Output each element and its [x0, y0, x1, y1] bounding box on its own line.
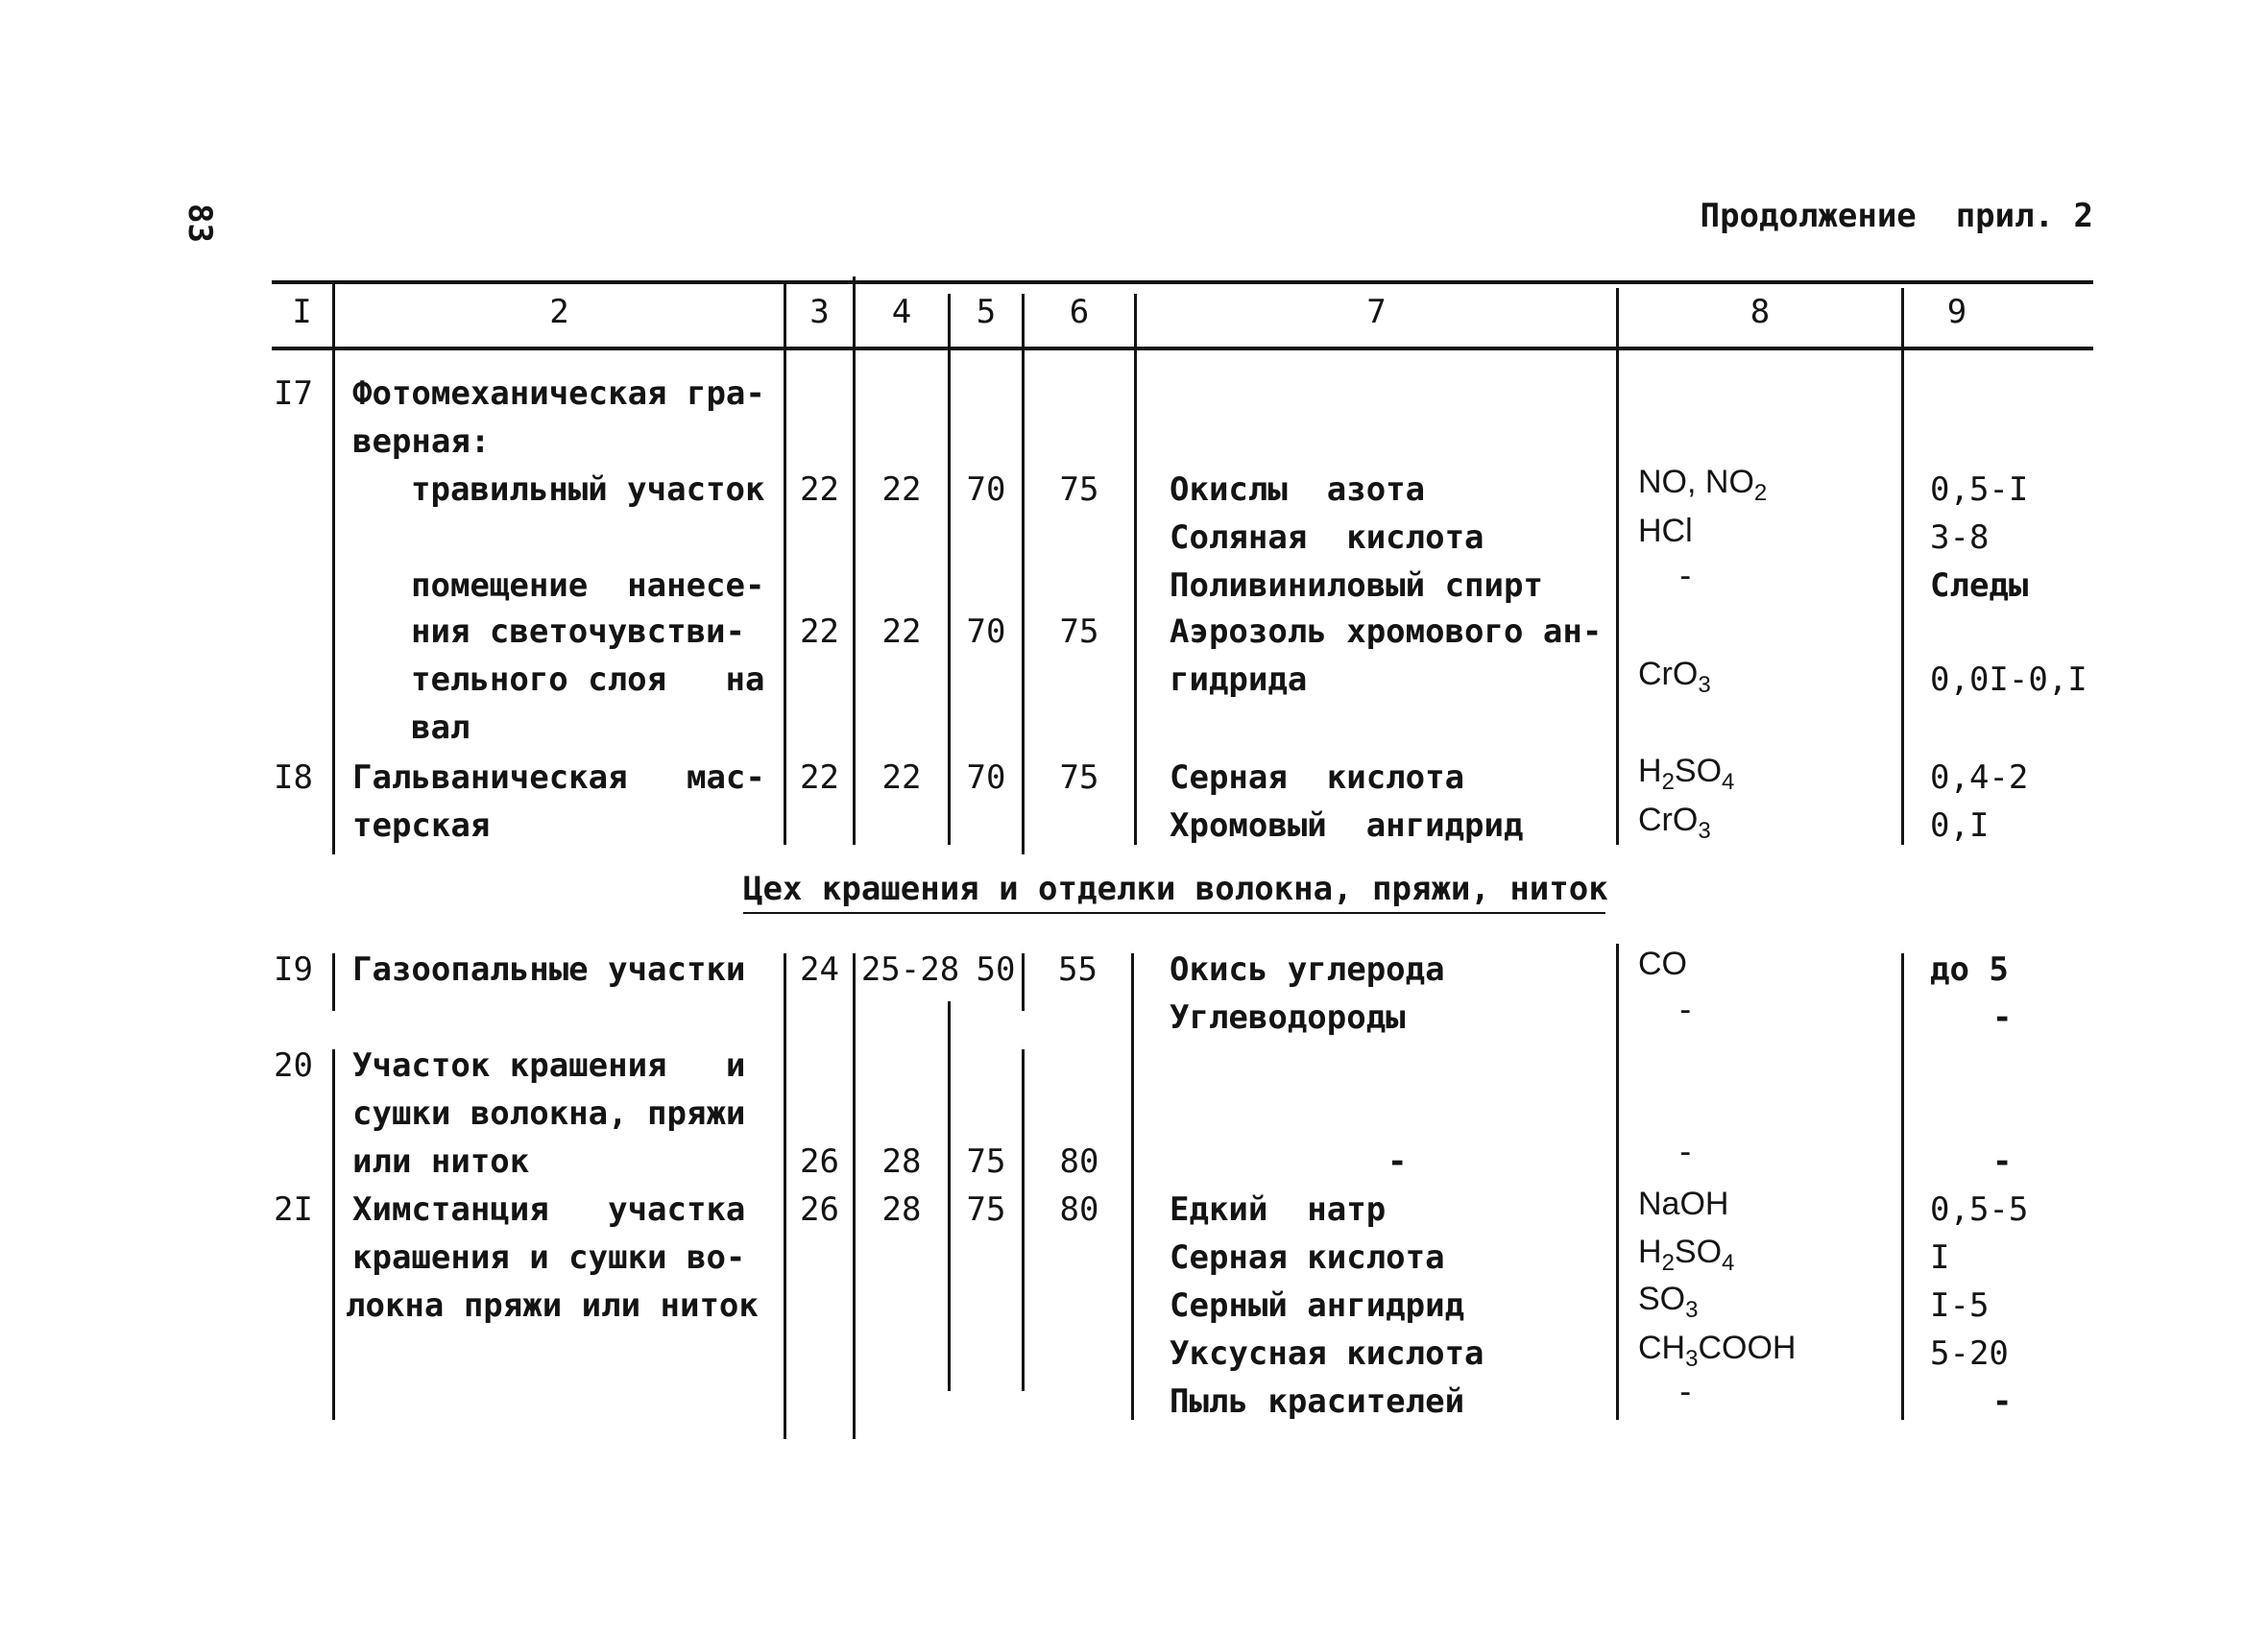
header-col-8: 8: [1749, 293, 1771, 331]
row-21-value-1: 0,5-5: [1930, 1190, 2029, 1229]
formula-subscript: 3: [1685, 1297, 1699, 1323]
formula-subscript: 3: [1698, 818, 1711, 844]
formula-subscript: 4: [1722, 769, 1735, 795]
row-18-subst-1: Серная кислота: [1170, 758, 1465, 797]
row-17-c5: 70: [966, 470, 1006, 509]
formula-subscript: 2: [1661, 769, 1675, 795]
row-17-sub-2-line-1: помещение нанесе-: [411, 566, 765, 605]
row-17-name-2: верная:: [352, 422, 491, 461]
row-19-c4: 25-28: [860, 950, 960, 989]
body-col-line: [1131, 953, 1134, 1420]
row-21-subst-2: Серная кислота: [1170, 1238, 1445, 1277]
row-17-c4b: 22: [881, 612, 922, 651]
row-20-name-2: сушки волокна, пряжи: [352, 1094, 746, 1133]
row-21-name-1: Химстанция участка: [352, 1190, 746, 1229]
row-21-name-2: крашения и сушки во-: [352, 1238, 746, 1277]
row-17-sub-2-line-3: тельного слоя на: [411, 660, 765, 699]
body-col-line: [1901, 349, 1904, 845]
formula-subscript: 3: [1685, 1346, 1699, 1372]
row-17-sub-2-line-2: ния светочувстви-: [411, 612, 745, 651]
row-17-formula-2: HCl: [1638, 513, 1693, 549]
row-21-subst-3: Серный ангидрид: [1170, 1286, 1465, 1325]
body-col-line: [332, 1049, 335, 1420]
row-18-c3: 22: [800, 758, 839, 797]
row-20-c5: 75: [966, 1142, 1006, 1181]
row-17-subst-2: Соляная кислота: [1170, 518, 1484, 557]
row-18-name-2: терская: [352, 806, 491, 845]
body-col-line: [1134, 349, 1137, 845]
row-17-c3: 22: [800, 470, 839, 509]
row-20-value: -: [1992, 1142, 2013, 1181]
section-title: Цех крашения и отделки волокна, пряжи, ниток: [743, 870, 1608, 908]
formula-text: H: [1638, 1234, 1662, 1270]
row-17-value-4: 0,0I-0,I: [1930, 660, 2087, 699]
row-19-c3: 24: [800, 950, 839, 989]
row-20-c3: 26: [800, 1142, 839, 1181]
row-21-formula-5: -: [1676, 1373, 1696, 1411]
row-21-subst-1: Едкий натр: [1170, 1190, 1387, 1229]
row-17-formula-3: -: [1676, 557, 1696, 595]
row-18-subst-2: Хромовый ангидрид: [1170, 806, 1524, 845]
row-17-c6b: 75: [1059, 612, 1099, 651]
row-21-c6: 80: [1059, 1190, 1099, 1229]
row-17-value-3: Следы: [1930, 566, 2029, 605]
body-col-line: [1901, 953, 1904, 1420]
row-19-formula-1: CO: [1638, 946, 1687, 982]
row-17-c5b: 70: [966, 612, 1006, 651]
row-17-value-1: 0,5-I: [1930, 470, 2029, 509]
header-col-6: 6: [1069, 293, 1090, 331]
row-17-subst-4a: Аэрозоль хромового ан-: [1170, 612, 1603, 651]
formula-text: NO, NO: [1638, 464, 1754, 500]
table-top-rule: [272, 280, 2093, 284]
row-21-formula-2: [1638, 1233, 1734, 1275]
row-21-value-2: I: [1930, 1238, 1950, 1277]
row-19-formula-2: -: [1676, 991, 1696, 1029]
header-bottom-rule: [272, 347, 2093, 350]
row-17-formula-1: [1638, 463, 1767, 505]
formula-text: CH: [1638, 1330, 1686, 1366]
row-19-subst-1: Окись углерода: [1170, 950, 1445, 989]
row-18-c6: 75: [1059, 758, 1099, 797]
row-18-c4: 22: [881, 758, 922, 797]
body-col-line: [1616, 349, 1619, 845]
row-17-c3b: 22: [800, 612, 839, 651]
formula-subscript: 2: [1753, 480, 1768, 506]
row-21-formula-1: NaOH: [1638, 1186, 1729, 1222]
body-col-line: [1616, 944, 1619, 1420]
header-col-7: 7: [1366, 293, 1387, 331]
row-18-c5: 70: [966, 758, 1006, 797]
row-17-subst-1: Окислы азота: [1170, 470, 1426, 509]
row-21-c3: 26: [800, 1190, 839, 1229]
row-20-formula: -: [1676, 1133, 1696, 1171]
row-17-c4: 22: [881, 470, 922, 509]
row-17-subst-4b: гидрида: [1170, 660, 1308, 699]
header-col-1: I: [292, 293, 312, 331]
row-17-number: I7: [274, 374, 313, 413]
row-20-c6: 80: [1059, 1142, 1099, 1181]
formula-text: H: [1638, 753, 1662, 789]
formula-text: COOH: [1698, 1330, 1797, 1366]
row-20-name-1: Участок крашения и: [352, 1046, 746, 1085]
row-19-c6: 55: [1058, 950, 1098, 989]
row-18-value-1: 0,4-2: [1930, 758, 2029, 797]
page-number: 83: [181, 204, 219, 243]
body-col-line: [332, 349, 335, 854]
formula-subscript: 4: [1722, 1250, 1735, 1276]
formula-subscript: 2: [1661, 1250, 1675, 1276]
row-21-c4: 28: [881, 1190, 922, 1229]
row-17-c6: 75: [1059, 470, 1099, 509]
header-col-4: 4: [891, 293, 912, 331]
row-20-substance: -: [1387, 1142, 1408, 1181]
row-18-name-1: Гальваническая мас-: [352, 758, 765, 797]
formula-text: SO: [1638, 1281, 1686, 1317]
header-col-5: 5: [976, 293, 997, 331]
row-17-sub-1: травильный участок: [411, 470, 765, 509]
formula-text: SO: [1674, 1234, 1723, 1270]
formula-text: SO: [1674, 753, 1723, 789]
header-col-9: 9: [1946, 293, 1967, 331]
header-col-2: 2: [549, 293, 569, 331]
row-19-number: I9: [274, 950, 313, 989]
row-20-c4: 28: [881, 1142, 922, 1181]
row-21-value-3: I-5: [1930, 1286, 1990, 1325]
row-18-formula-2: [1638, 801, 1711, 843]
row-19-subst-2: Углеводороды: [1170, 998, 1406, 1037]
row-21-value-4: 5-20: [1930, 1334, 2009, 1373]
row-20-number: 20: [274, 1046, 313, 1085]
formula-text: CrO: [1638, 656, 1699, 692]
header-col-3: 3: [809, 293, 830, 331]
row-21-subst-4: Уксусная кислота: [1170, 1334, 1484, 1373]
row-17-subst-3: Поливиниловый спирт: [1170, 566, 1543, 605]
row-18-formula-1: [1638, 752, 1734, 794]
row-21-formula-3: [1638, 1280, 1698, 1322]
section-underline: [743, 912, 1605, 914]
row-21-subst-5: Пыль красителей: [1170, 1382, 1465, 1421]
row-19-c5: 50: [976, 950, 1016, 989]
row-19-value-2: -: [1992, 998, 2013, 1037]
row-20-name-3: или ниток: [352, 1142, 530, 1181]
row-21-formula-4: [1638, 1329, 1796, 1371]
row-21-number: 2I: [274, 1190, 313, 1229]
row-17-value-2: 3-8: [1930, 518, 1990, 557]
continuation-label: Продолжение прил. 2: [1700, 197, 2093, 235]
row-17-formula-4: [1638, 655, 1711, 697]
row-21-name-3: локна пряжи или ниток: [346, 1286, 759, 1325]
row-19-name: Газоопальные участки: [352, 950, 746, 989]
body-col-line: [332, 953, 335, 1011]
formula-text: CrO: [1638, 802, 1699, 838]
row-17-sub-2-line-4: вал: [411, 708, 470, 747]
row-19-value-1: до 5: [1930, 950, 2009, 989]
row-17-name-1: Фотомеханическая гра-: [352, 374, 765, 413]
formula-subscript: 3: [1698, 672, 1711, 698]
row-18-number: I8: [274, 758, 313, 797]
row-21-c5: 75: [966, 1190, 1006, 1229]
row-18-value-2: 0,I: [1930, 806, 1990, 845]
row-21-value-5: -: [1992, 1382, 2013, 1421]
